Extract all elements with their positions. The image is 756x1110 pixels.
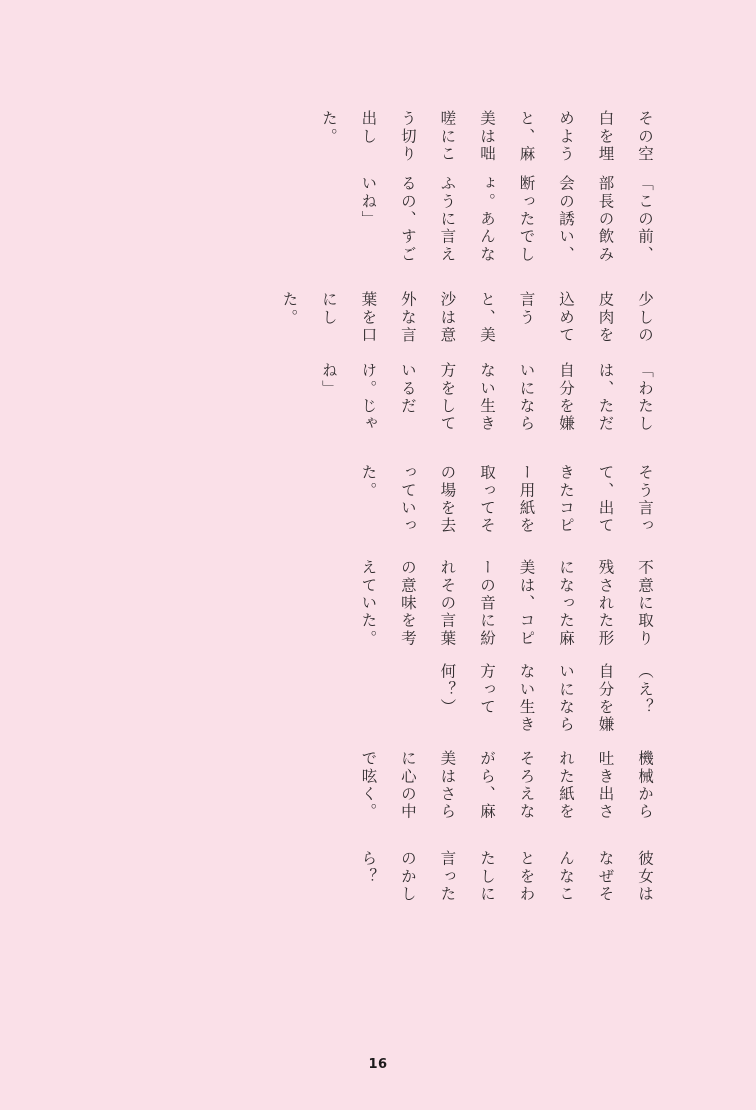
paragraph-5: そう言って、出てきたコピー用紙を取ってその場を去っていった。 xyxy=(359,463,654,535)
paragraph-9: 彼女はなぜそんなことをわたしに言ったのかしら？ xyxy=(359,849,654,903)
paragraph-7: （え？ 自分を嫌いにならない生き方って何？） xyxy=(438,663,654,735)
paragraph-3: 少しの皮肉を込めて言うと、美沙は意外な言葉を口にした。 xyxy=(280,290,654,345)
paragraph-4: 「わたしは、ただ自分を嫌いにならない生き方をしているだけ。じゃね」 xyxy=(319,361,654,433)
paragraph-6: 不意に取り残された形になった麻美は、コピーの音に紛れその言葉の意味を考えていた。 xyxy=(359,558,654,647)
vertical-text-body xyxy=(104,110,664,910)
page-number: 16 xyxy=(368,1057,388,1072)
paragraph-2: 「この前、部長の飲み会の誘い、断ったでしょ。あんなふうに言えるの、すごいね」 xyxy=(359,175,654,264)
paragraph-8: 機械から吐き出された紙をそろえながら、麻美はさらに心の中で呟く。 xyxy=(359,750,654,821)
paragraph-1: その空白を埋めようと、麻美は咄嗟にこう切り出した。 xyxy=(319,110,654,164)
